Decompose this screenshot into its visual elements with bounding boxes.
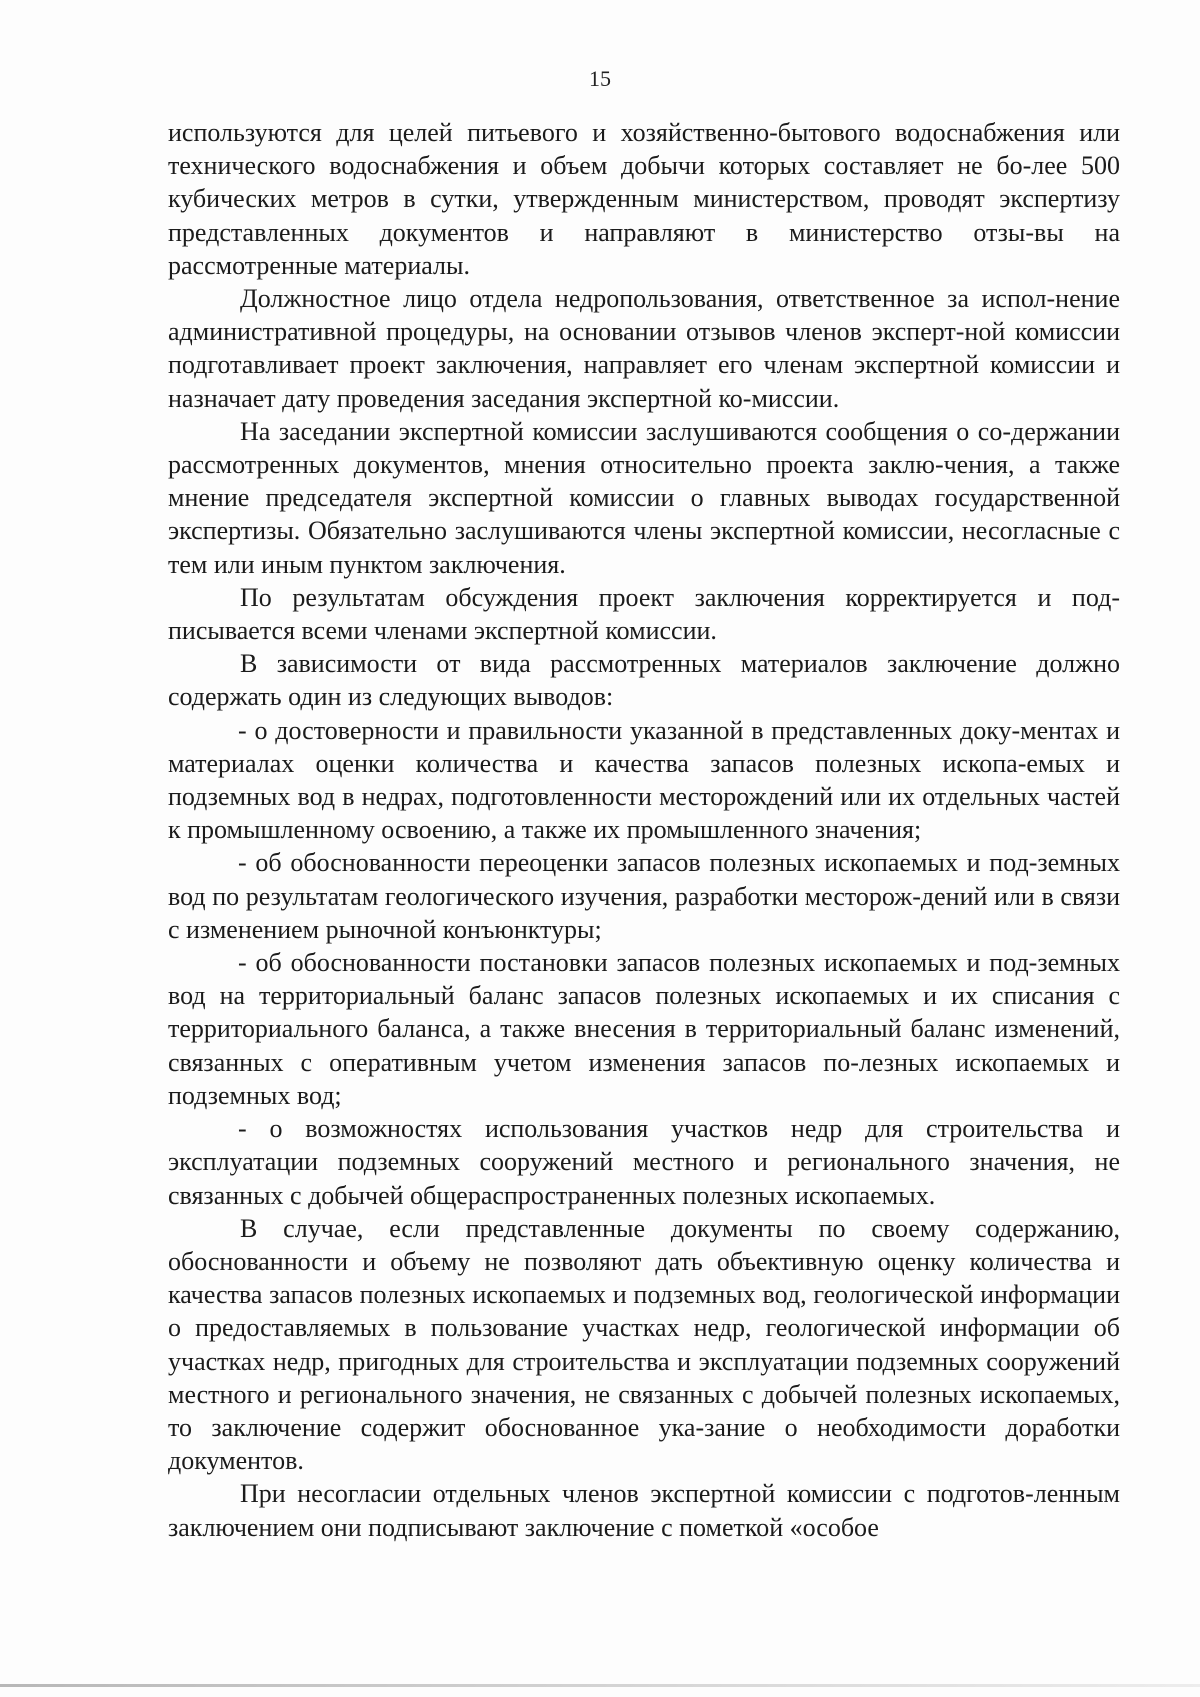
paragraph-disagreement: При несогласии отдельных членов экспертной комиссии с подготов-ленным заключением они подписывают заключение с пометкой «особое	[168, 1479, 1120, 1542]
page-number: 15	[589, 66, 611, 91]
scan-edge-line	[0, 1684, 1200, 1687]
list-item-revaluation: - об обоснованности переоценки запасов полезных ископаемых и под-земных вод по результатам геологического изучения, разработки месторож-дений или в связи с изменением рыночной конъюнктуры;	[168, 848, 1120, 944]
list-item-reliability: - о достоверности и правильности указанной в представленных доку-ментах и материалах оценки количества и качества запасов полезных ископа-емых и подземных вод в недрах, подготовленности месторождений или их отдельных частей к промышленному освоению, а также их промышленного значения;	[168, 715, 1120, 845]
paragraph-official: Должностное лицо отдела недропользования, ответственное за испол-нение административной процедуры, на основании отзывов членов эксперт-ной комиссии подготавливает проект заключения, направляет его членам экспертной комиссии и назначает дату проведения заседания экспертной ко-миссии.	[168, 284, 1120, 413]
paragraph-meeting: На заседании экспертной комиссии заслушиваются сообщения о со-держании рассмотренных документов, мнения относительно проекта заклю-чения, а также мнение председателя экспертной комиссии о главных выводах государственной экспертизы. Обязательно заслушиваются члены экспертной комиссии, несогласные с тем или иным пунктом заключения.	[168, 416, 1120, 579]
paragraph-discussion: По результатам обсуждения проект заключения корректируется и под-писывается всеми членами экспертной комиссии.	[168, 582, 1120, 646]
paragraph-conclusions-intro: В зависимости от вида рассмотренных материалов заключение должно содержать один из следующих выводов:	[168, 649, 1120, 712]
document-body	[168, 116, 1120, 1544]
list-item-balance: - об обоснованности постановки запасов полезных ископаемых и под-земных вод на территориальный баланс запасов полезных ископаемых и их списания с территориального баланса, а также внесения в территориальный баланс изменений, связанных с оперативным учетом изменения запасов по-лезных ископаемых и подземных вод;	[168, 948, 1120, 1110]
paragraph-revision: В случае, если представленные документы по своему содержанию, обоснованности и объему не позволяют дать объективную оценку количества и качества запасов полезных ископаемых и подземных вод, геологической информации о предоставляемых в пользование участках недр, геологической информации об участках недр, пригодных для строительства и эксплуатации подземных сооружений местного и регионального значения, не связанных с добычей полезных ископаемых, то заключение содержит обоснованное ука-зание о необходимости доработки документов.	[168, 1213, 1120, 1476]
list-item-underground-use: - о возможностях использования участков недр для строительства и эксплуатации подземных сооружений местного и регионального значения, не связанных с добычей общераспространенных полезных ископаемых.	[168, 1114, 1120, 1210]
paragraph-continuation: используются для целей питьевого и хозяйственно-бытового водоснабжения или технического водоснабжения и объем добычи которых составляет не бо-лее 500 кубических метров в сутки, утвержденным министерством, проводят экспертизу представленных документов и направляют в министерство отзы-вы на рассмотренные материалы.	[168, 118, 1120, 280]
